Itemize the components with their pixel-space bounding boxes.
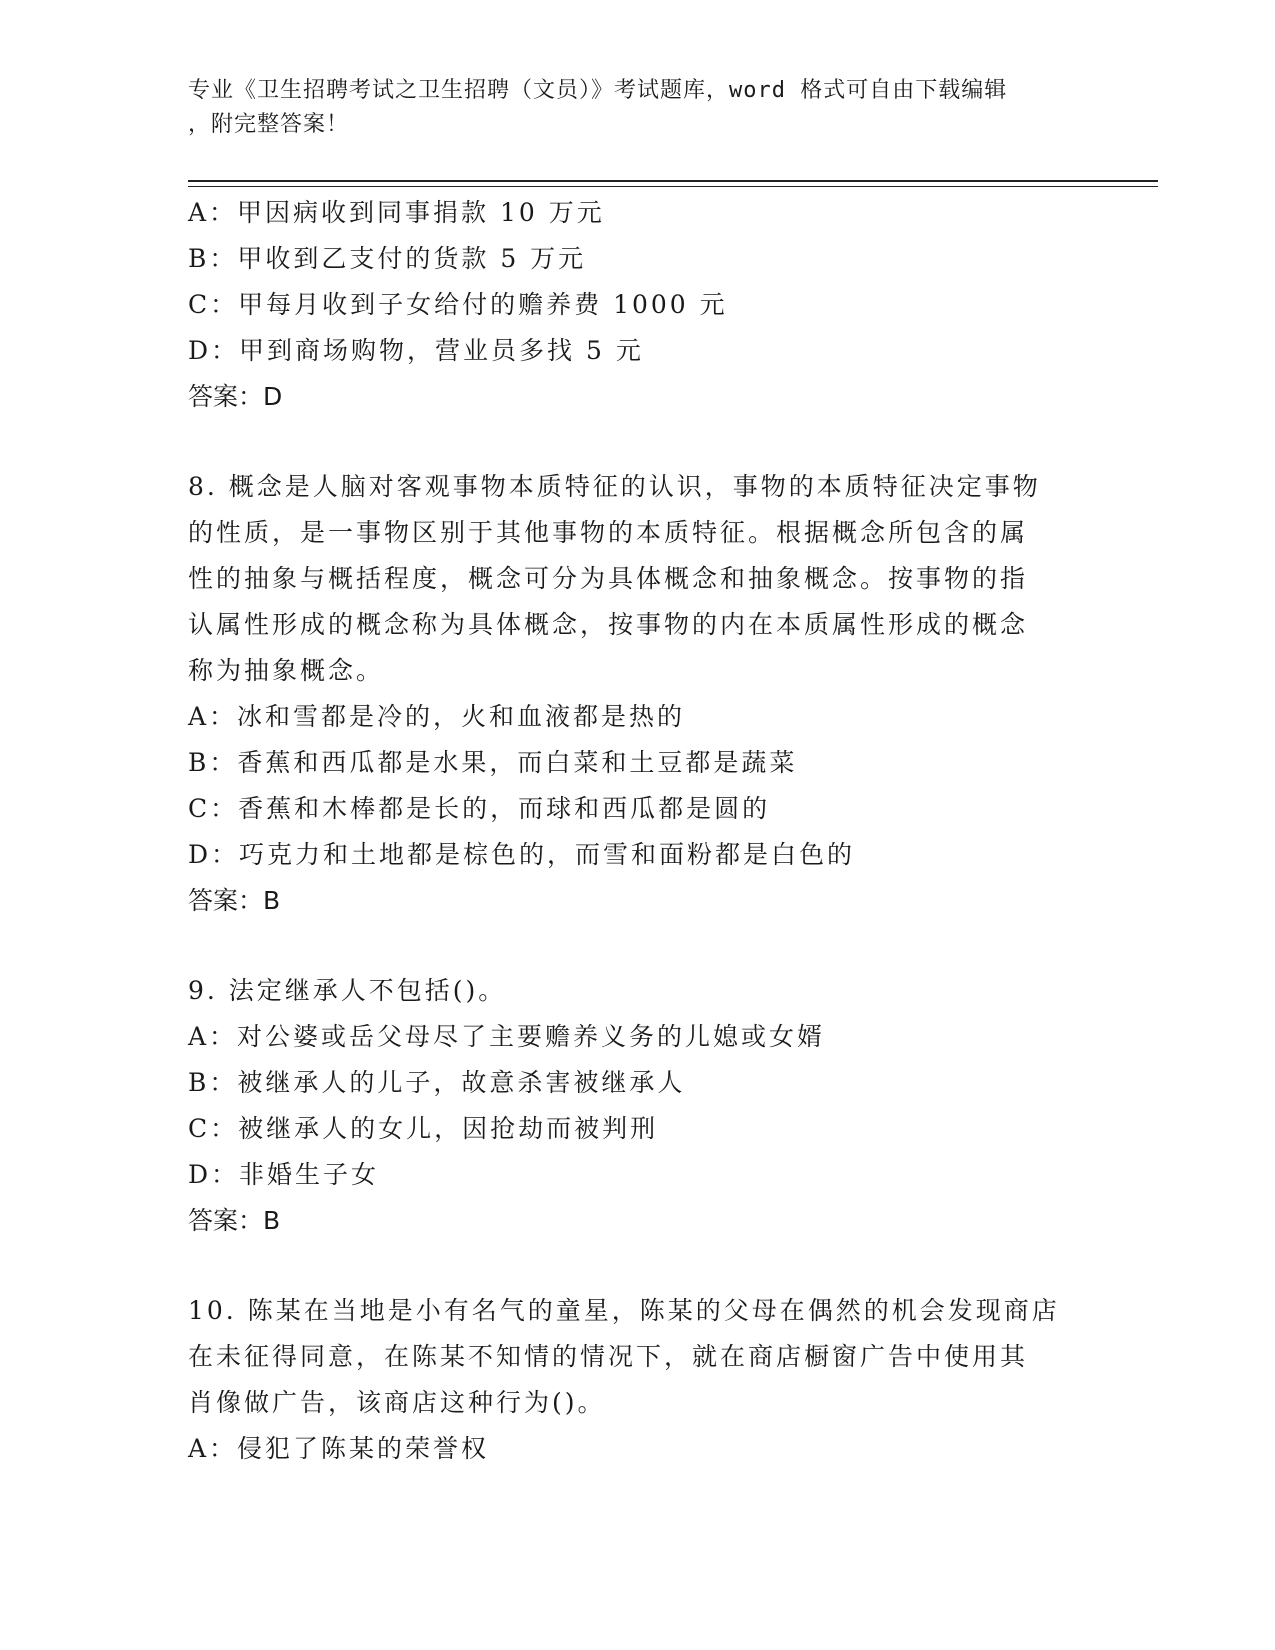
question-stem-line: 性的抽象与概括程度，概念可分为具体概念和抽象概念。按事物的指 bbox=[188, 564, 1029, 593]
option-a: A：侵犯了陈某的荣誉权 bbox=[188, 1434, 490, 1463]
question-stem-line: 称为抽象概念。 bbox=[188, 656, 385, 685]
question-10-block bbox=[188, 1288, 1088, 1472]
header-divider-thin bbox=[188, 186, 1158, 187]
option-d: D：甲到商场购物，营业员多找 5 元 bbox=[188, 336, 644, 365]
document-header bbox=[188, 74, 1068, 142]
option-b: B：香蕉和西瓜都是水果，而白菜和土豆都是蔬菜 bbox=[188, 748, 798, 777]
question-stem-line: 10. 陈某在当地是小有名气的童星，陈某的父母在偶然的机会发现商店 bbox=[188, 1296, 1060, 1325]
question-9-block bbox=[188, 968, 1088, 1244]
option-c: C：被继承人的女儿，因抢劫而被判刑 bbox=[188, 1114, 659, 1143]
option-a: A：甲因病收到同事捐款 10 万元 bbox=[188, 198, 605, 227]
question-stem-line: 在未征得同意，在陈某不知情的情况下，就在商店橱窗广告中使用其 bbox=[188, 1342, 1029, 1371]
option-b: B：被继承人的儿子，故意杀害被继承人 bbox=[188, 1068, 686, 1097]
header-line-2: ，附完整答案！ bbox=[188, 112, 350, 137]
answer-label: 答案：B bbox=[188, 886, 281, 915]
question-content bbox=[188, 190, 1088, 1472]
option-a: A：对公婆或岳父母尽了主要赡养义务的儿媳或女婿 bbox=[188, 1022, 826, 1051]
option-a: A：冰和雪都是冷的，火和血液都是热的 bbox=[188, 702, 686, 731]
answer-label: 答案：D bbox=[188, 382, 283, 411]
header-divider-thick bbox=[188, 180, 1158, 182]
question-8-block bbox=[188, 464, 1088, 924]
question-stem-line: 8. 概念是人脑对客观事物本质特征的认识，事物的本质特征决定事物 bbox=[188, 472, 1041, 501]
option-b: B：甲收到乙支付的货款 5 万元 bbox=[188, 244, 587, 273]
option-d: D：非婚生子女 bbox=[188, 1160, 380, 1189]
answer-label: 答案：B bbox=[188, 1206, 281, 1235]
question-stem-line: 肖像做广告，该商店这种行为()。 bbox=[188, 1388, 606, 1417]
question-stem-line: 认属性形成的概念称为具体概念，按事物的内在本质属性形成的概念 bbox=[188, 610, 1029, 639]
option-c: C：香蕉和木棒都是长的，而球和西瓜都是圆的 bbox=[188, 794, 771, 823]
question-stem-line: 9. 法定继承人不包括()。 bbox=[188, 976, 507, 1005]
question-stem-line: 的性质，是一事物区别于其他事物的本质特征。根据概念所包含的属 bbox=[188, 518, 1029, 547]
option-c: C：甲每月收到子女给付的赡养费 1000 元 bbox=[188, 290, 728, 319]
header-line-1: 专业《卫生招聘考试之卫生招聘（文员）》考试题库，word 格式可自由下载编辑 bbox=[188, 78, 1008, 103]
option-d: D：巧克力和土地都是棕色的，而雪和面粉都是白色的 bbox=[188, 840, 856, 869]
question-7-block bbox=[188, 190, 1088, 420]
